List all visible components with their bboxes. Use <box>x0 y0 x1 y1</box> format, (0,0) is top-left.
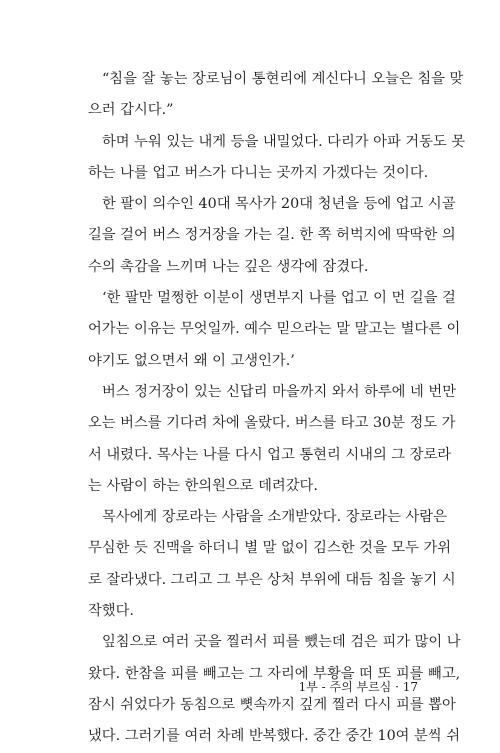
text-line: 야기도 없으면서 왜 이 고생인가.’ <box>88 352 295 369</box>
text-line: 길을 걸어 버스 정거장을 가는 길. 한 쪽 허벅지에 딱딱한 의 <box>88 227 456 244</box>
body-text <box>88 64 466 753</box>
text-line: 한 팔이 의수인 40대 목사가 20대 청년을 등에 업고 시골 <box>102 196 456 213</box>
text-line: 로 잘라냈다. 그리고 그 부은 상처 부위에 대듬 침을 놓기 시 <box>88 571 456 588</box>
text-line: 어가는 이유는 무엇일까. 예수 믿으라는 말 말고는 별다른 이 <box>88 321 461 338</box>
text-line: 서 내렸다. 목사는 나를 다시 업고 통현리 시내의 그 장로라 <box>88 446 452 463</box>
text-line: 작했다. <box>88 603 134 620</box>
page-footer: 1부 - 주의 부르심 · 17 <box>298 680 418 694</box>
text-line: 수의 촉감을 느끼며 나는 깊은 생각에 잠겼다. <box>88 258 369 275</box>
text-line: 냈다. 그러기를 여러 차례 반복했다. 중간 중간 10여 분씩 쉬 <box>88 728 461 745</box>
text-line: 목사에게 장로라는 사람을 소개받았다. 장로라는 사람은 <box>102 509 447 526</box>
text-line: “침을 잘 놓는 장로님이 통현리에 계신다니 오늘은 침을 맞 <box>102 71 464 87</box>
text-line: 잠시 쉬었다가 동침으로 뼛속까지 깊게 찔러 다시 피를 뽑아 <box>88 696 456 713</box>
text-line: 버스 정거장이 있는 신답리 마을까지 와서 하루에 네 번만 <box>102 383 457 400</box>
text-line: 오는 버스를 기다려 차에 올랐다. 버스를 타고 30분 정도 가 <box>88 415 456 432</box>
text-line: 왔다. 한참을 피를 빼고는 그 자리에 부황을 떠 또 피를 빼고, <box>88 665 461 682</box>
text-line: 무심한 듯 진맥을 하더니 별 말 없이 김스한 것을 모두 가위 <box>88 540 452 557</box>
text-line: ‘한 팔만 멀쩡한 이분이 생면부지 나를 업고 이 먼 길을 걸 <box>102 290 456 307</box>
text-line: 으러 갑시다.” <box>88 102 174 119</box>
text-line: 는 사람이 하는 한의원으로 데려갔다. <box>88 477 318 494</box>
text-line: 잎침으로 여러 곳을 찔러서 피를 뺐는데 검은 피가 많이 나 <box>102 634 461 651</box>
text-line: 하는 나를 업고 버스가 다니는 곳까지 가겠다는 것이다. <box>88 164 429 181</box>
text-line: 하며 누워 있는 내게 등을 내밀었다. 다리가 아파 거동도 못 <box>102 133 466 150</box>
